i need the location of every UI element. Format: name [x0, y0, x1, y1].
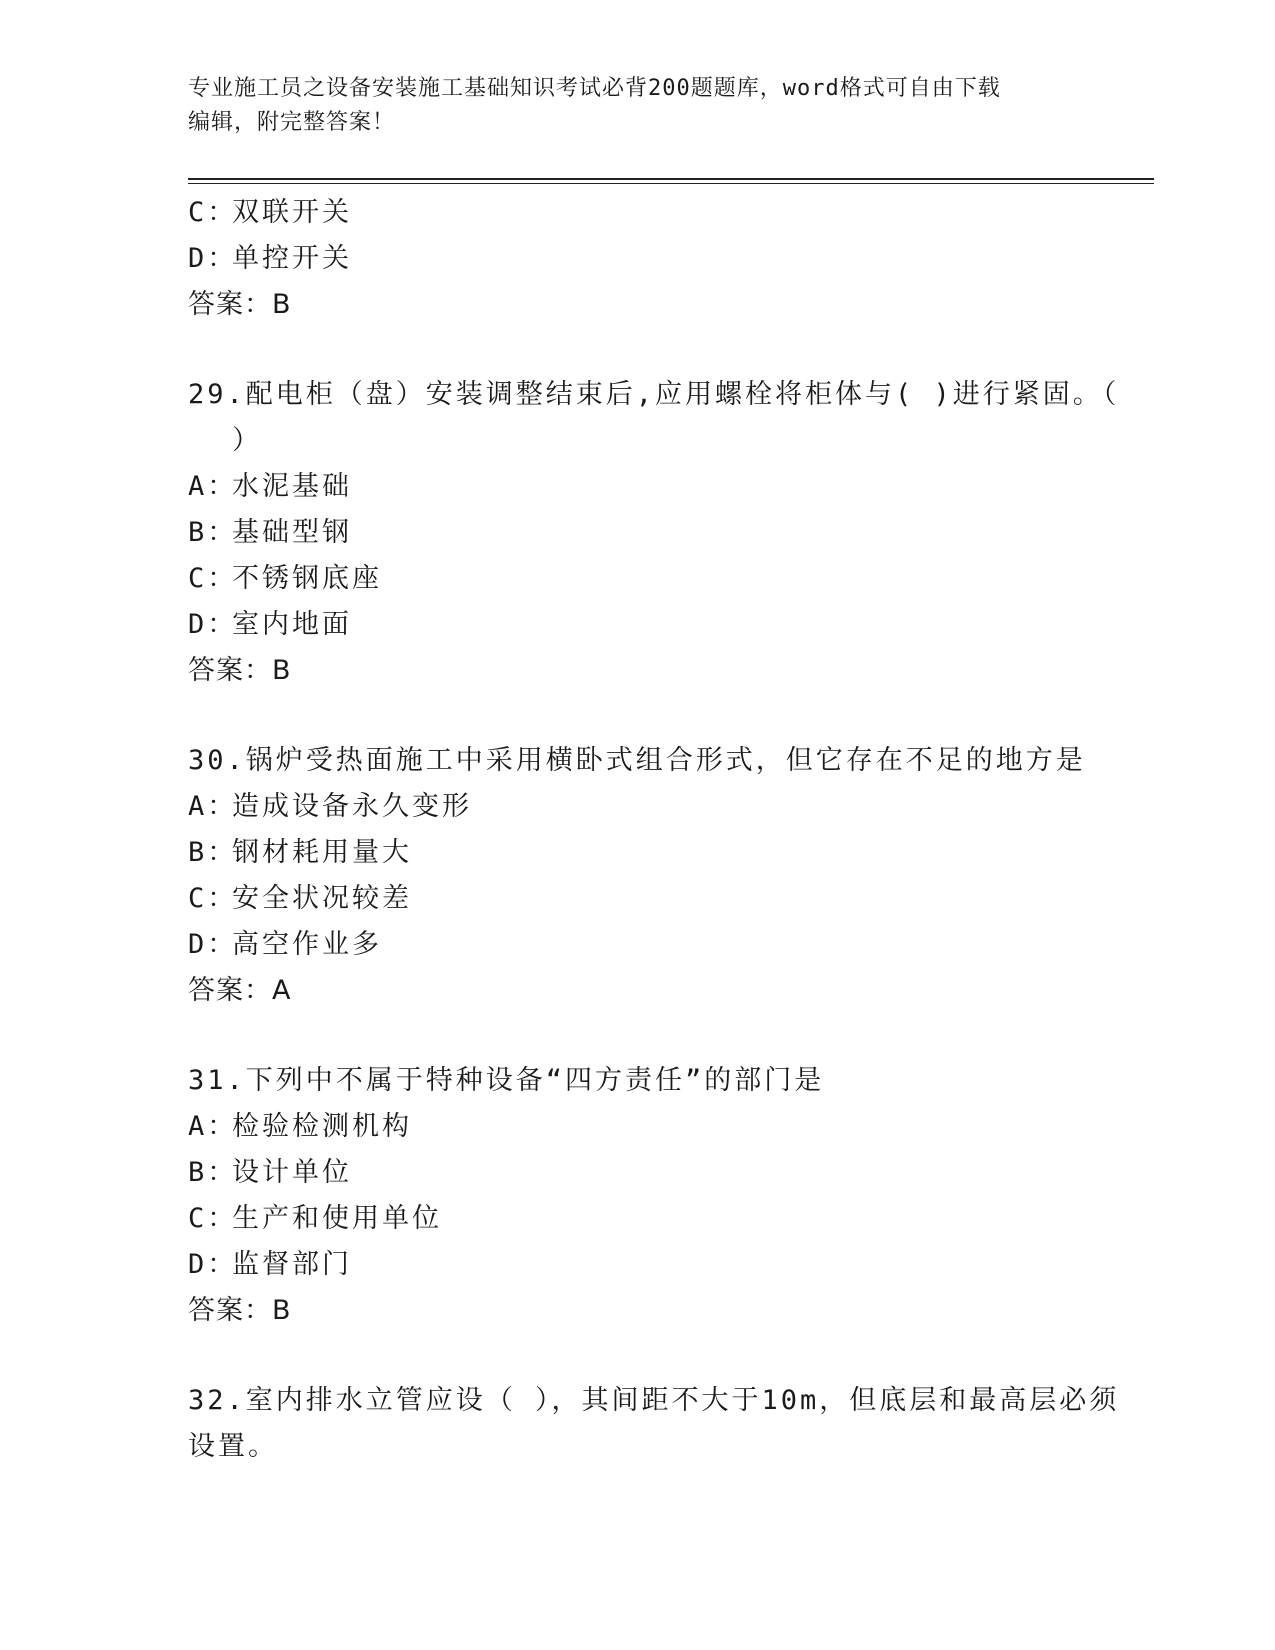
question-32: [188, 1378, 1120, 1470]
option-key: A：: [188, 791, 238, 822]
option-a: [188, 1104, 1088, 1150]
option-text: 单控开关: [232, 243, 352, 274]
question-stem: 31.下列中不属于特种设备“四方责任”的部门是: [188, 1065, 825, 1096]
option-key: B：: [188, 517, 238, 548]
question-stem-continued: ）: [232, 425, 262, 456]
option-key: A：: [188, 1111, 238, 1142]
option-d: [188, 922, 1088, 968]
option-key: C：: [188, 563, 238, 594]
question-stem: 32.室内排水立管应设（ ），其间距不大于10m，但底层和最高层必须: [188, 1385, 1120, 1416]
option-text: 室内地面: [232, 609, 352, 640]
option-text: 检验检测机构: [232, 1111, 412, 1142]
header-divider-thin: [188, 183, 1154, 184]
option-d: [188, 602, 1088, 648]
question-list: [188, 190, 1120, 1470]
option-text: 双联开关: [232, 197, 352, 228]
option-key: B：: [188, 837, 238, 868]
option-d: [188, 236, 1088, 282]
spacer: [188, 694, 1088, 738]
option-text: 监督部门: [232, 1249, 352, 1280]
header-title-line-1: 专业施工员之设备安装施工基础知识考试必背200题题库，word格式可自由下载: [188, 76, 1001, 101]
option-a: [188, 784, 1088, 830]
question-stem: 29.配电柜（盘）安装调整结束后,应用螺栓将柜体与( )进行紧固。（: [188, 379, 1120, 410]
question-28-tail: [188, 190, 1088, 328]
option-text: 设计单位: [232, 1157, 352, 1188]
option-text: 水泥基础: [232, 471, 352, 502]
option-text: 不锈钢底座: [232, 563, 382, 594]
option-text: 生产和使用单位: [232, 1203, 442, 1234]
option-text: 造成设备永久变形: [232, 791, 472, 822]
option-c: [188, 556, 1088, 602]
option-key: D：: [188, 609, 238, 640]
question-stem: 30.锅炉受热面施工中采用横卧式组合形式，但它存在不足的地方是: [188, 745, 1086, 776]
answer-line: 答案：A: [188, 975, 292, 1006]
option-key: D：: [188, 243, 238, 274]
option-d: [188, 1242, 1088, 1288]
question-stem-continued: 设置。: [188, 1431, 278, 1462]
question-30: [188, 738, 1088, 1014]
option-b: [188, 1150, 1088, 1196]
question-29: [188, 372, 1120, 694]
option-c: [188, 190, 1088, 236]
option-b: [188, 510, 1088, 556]
option-key: D：: [188, 929, 238, 960]
header-title-line-2: 编辑，附完整答案！: [188, 110, 396, 135]
document-header: [188, 72, 1088, 140]
option-c: [188, 876, 1088, 922]
spacer: [188, 1334, 1088, 1378]
option-key: C：: [188, 883, 238, 914]
option-key: A：: [188, 471, 238, 502]
option-text: 安全状况较差: [232, 883, 412, 914]
option-key: D：: [188, 1249, 238, 1280]
option-c: [188, 1196, 1088, 1242]
spacer: [188, 328, 1088, 372]
option-key: B：: [188, 1157, 238, 1188]
answer-line: 答案：B: [188, 1295, 292, 1326]
answer-line: 答案：B: [188, 289, 292, 320]
option-key: C：: [188, 197, 238, 228]
option-text: 高空作业多: [232, 929, 382, 960]
answer-line: 答案：B: [188, 655, 292, 686]
option-b: [188, 830, 1088, 876]
option-text: 钢材耗用量大: [232, 837, 412, 868]
question-31: [188, 1058, 1088, 1334]
header-divider-thick: [188, 178, 1154, 180]
option-a: [188, 464, 1088, 510]
option-text: 基础型钢: [232, 517, 352, 548]
spacer: [188, 1014, 1088, 1058]
option-key: C：: [188, 1203, 238, 1234]
